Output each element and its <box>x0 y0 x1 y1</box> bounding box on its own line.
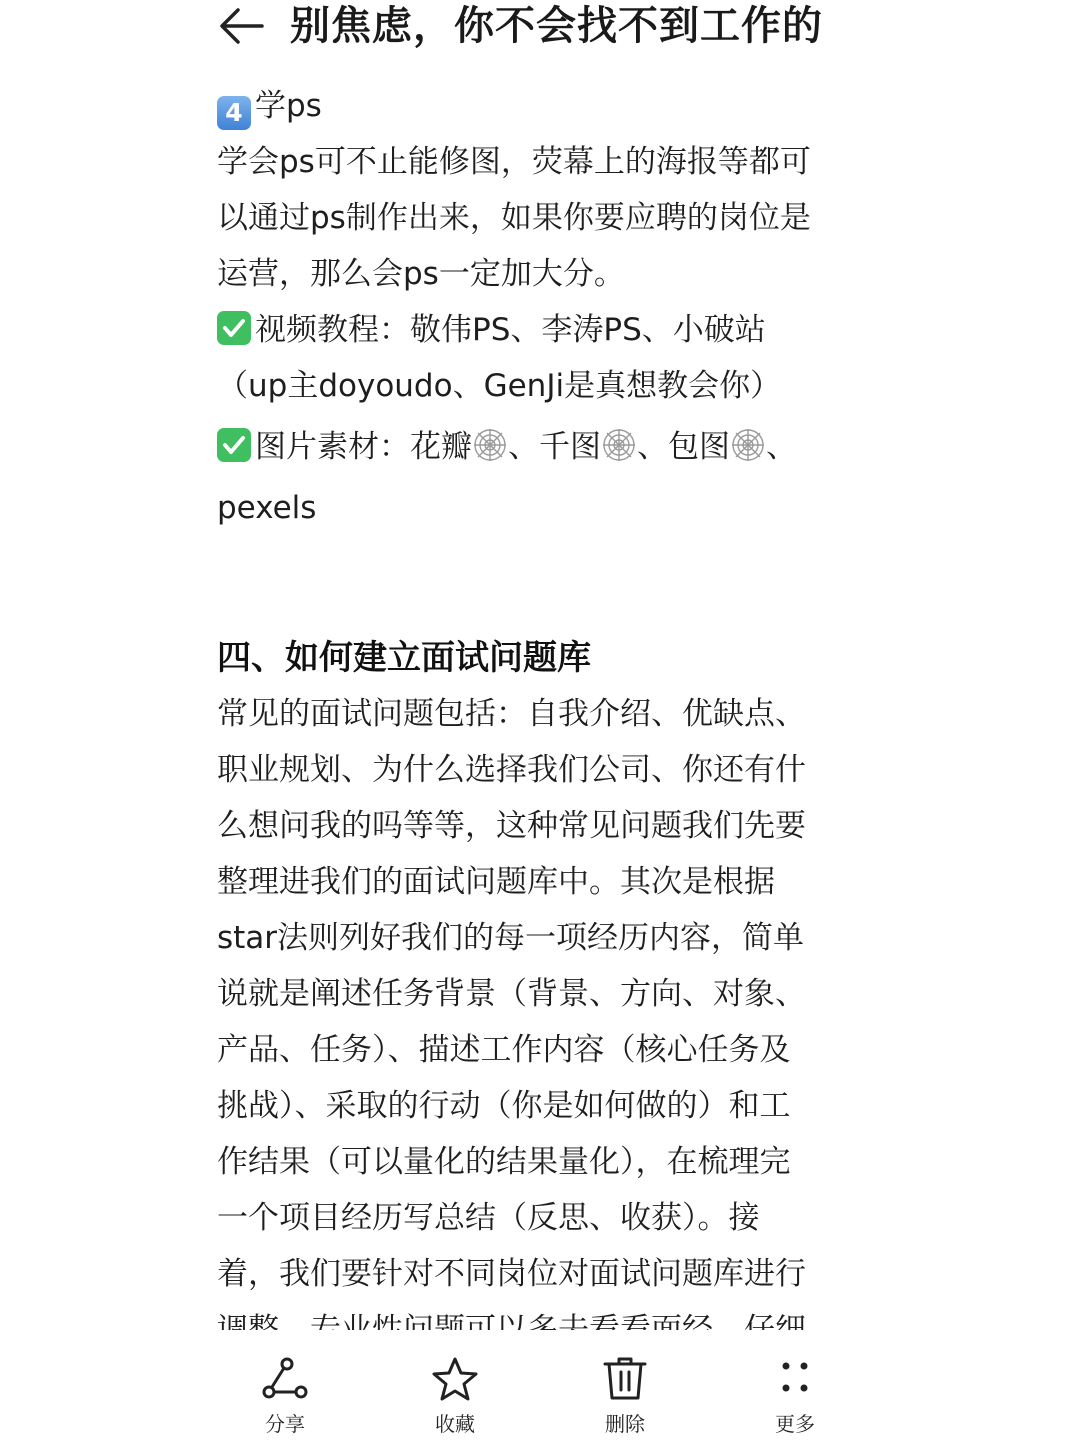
paragraph-line: 一个项目经历写总结（反思、收获）。接 <box>217 1200 760 1236</box>
spider-web-icon <box>730 420 766 456</box>
share-button[interactable] <box>225 1356 345 1437</box>
favorite-label: 收藏 <box>435 1412 475 1436</box>
paragraph-line: 运营，那么会ps一定加大分。 <box>217 256 625 292</box>
paragraph-line: 着，我们要针对不同岗位对面试问题库进行 <box>217 1256 806 1292</box>
more-label: 更多 <box>775 1412 815 1436</box>
spider-web-icon <box>601 420 637 456</box>
paragraph-line: 职业规划、为什么选择我们公司、你还有什 <box>217 752 806 788</box>
star-icon <box>429 1356 481 1402</box>
paragraph-line: star法则列好我们的每一项经历内容，简单 <box>217 920 805 956</box>
paragraph-line: 说就是阐述任务背景（背景、方向、对象、 <box>217 976 806 1012</box>
more-dots-icon <box>769 1356 821 1402</box>
share-label: 分享 <box>265 1412 305 1436</box>
top-bar <box>0 0 1080 60</box>
delete-label: 删除 <box>605 1412 645 1436</box>
paragraph-line: 常见的面试问题包括：自我介绍、优缺点、 <box>217 696 806 732</box>
check-mark-icon <box>217 428 251 462</box>
back-arrow-icon[interactable] <box>214 4 270 48</box>
spider-web-icon <box>472 420 508 456</box>
bottom-toolbar <box>0 1342 1080 1440</box>
paragraph-line: pexels <box>217 490 317 526</box>
paragraph-line: 整理进我们的面试问题库中。其次是根据 <box>217 864 775 900</box>
trash-icon <box>599 1356 651 1402</box>
more-button[interactable] <box>735 1356 855 1437</box>
paragraph-line: 作结果（可以量化的结果量化），在梳理完 <box>217 1144 791 1180</box>
paragraph-line: 么想问我的吗等等，这种常见问题我们先要 <box>217 808 806 844</box>
video-tutorials-line: 视频教程：敬伟PS、李涛PS、小破站 <box>217 302 867 358</box>
paragraph-line: 以通过ps制作出来，如果你要应聘的岗位是 <box>217 200 811 236</box>
page-title: 别焦虑，你不会找不到工作的 <box>290 3 823 49</box>
image-resources-line: 图片素材：花瓣 、千图 、包图 、 <box>217 414 867 480</box>
favorite-button[interactable] <box>395 1356 515 1437</box>
paragraph-line: 学会ps可不止能修图，荧幕上的海报等都可 <box>217 144 811 180</box>
content-clip <box>0 1330 1080 1342</box>
keycap-4-icon: 4 <box>217 96 251 130</box>
check-mark-icon <box>217 311 251 345</box>
video-tutorials-line-2: （up主doyoudo、GenJi是真想教会你） <box>217 368 782 404</box>
share-icon <box>259 1356 311 1402</box>
section-heading-ps: 4 学ps <box>217 78 867 134</box>
delete-button[interactable] <box>565 1356 685 1437</box>
note-content <box>217 78 867 1338</box>
paragraph-line: 挑战）、采取的行动（你是如何做的）和工 <box>217 1088 791 1124</box>
section-heading: 四、如何建立面试问题库 <box>217 638 591 678</box>
paragraph-line: 产品、任务）、描述工作内容（核心任务及 <box>217 1032 791 1068</box>
